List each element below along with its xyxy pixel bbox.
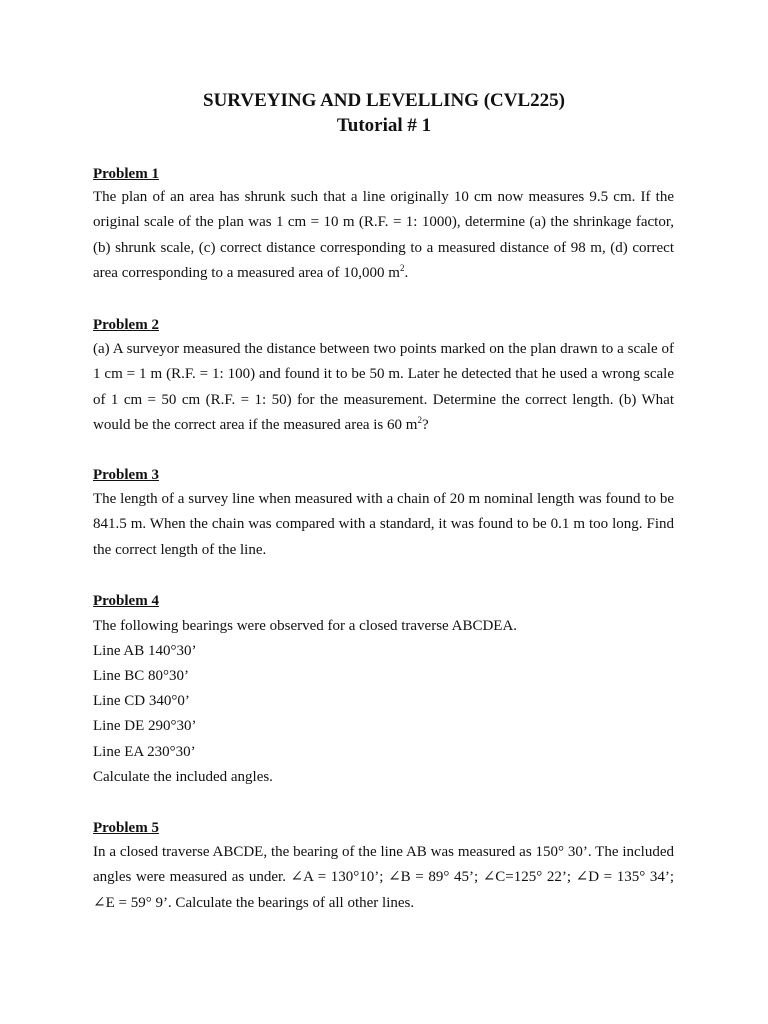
problem-4-closing: Calculate the included angles. — [93, 769, 273, 785]
problem-2-superscript: 2 — [417, 414, 422, 425]
problem-1-superscript: 2 — [399, 262, 405, 273]
bearing-line-ab: Line AB 140°30’ — [93, 643, 197, 659]
bearing-line-ea: Line EA 230°30’ — [93, 744, 196, 760]
problem-1-heading: Problem 1 — [93, 166, 159, 182]
bearing-line-cd: Line CD 340°0’ — [93, 693, 190, 709]
bearing-line-bc: Line BC 80°30’ — [93, 668, 189, 684]
document-subtitle: Tutorial # 1 — [336, 115, 432, 136]
problem-2-end: ? — [421, 416, 429, 433]
problem-3-heading: Problem 3 — [93, 467, 159, 483]
bearing-line-de: Line DE 290°30’ — [93, 718, 197, 734]
problem-1-end: . — [404, 264, 409, 281]
problem-5-text: In a closed traverse ABCDE, the bearing of the line AB was measured as 150° 30’. The included angles were measured as under. ∠A = 130°10’; ∠B = 89° 45’; ∠C=125° 22’; ∠D = 135° 34’; ∠E = 59° 9’. Calculate the bearings of all other lines. — [93, 844, 674, 911]
problem-2-heading: Problem 2 — [93, 317, 159, 333]
problem-4-intro: The following bearings were observed for a closed traverse ABCDEA. — [93, 618, 518, 634]
document-title: SURVEYING AND LEVELLING (CVL225) — [203, 90, 565, 111]
problem-2-text — [93, 337, 674, 438]
problem-1-text — [93, 185, 674, 286]
problem-4-heading: Problem 4 — [93, 593, 159, 609]
problem-2-body: (a) A surveyor measured the distance between two points marked on the plan drawn to a scale of 1 cm = 1 m (R.F. = 1: 100) and found it to be 50 m. Later he detected that he used a wrong scale of 1 cm = 50 cm (R.F. = 1: 50) for the measurement. Determine the correct length. (b) What would be the correct area if the measured area is 60 m — [93, 341, 674, 433]
problem-3-text: The length of a survey line when measured with a chain of 20 m nominal length was found to be 841.5 m. When the chain was compared with a standard, it was found to be 0.1 m too long. Find the correct length of the line. — [93, 491, 674, 558]
problem-1-body: The plan of an area has shrunk such that a line originally 10 cm now measures 9.5 cm. If the original scale of the plan was 1 cm = 10 m (R.F. = 1: 1000), determine (a) the shrinkage factor, (b) shrunk scale, (c) correct distance corresponding to a measured distance of 98 m, (d) correct area corresponding to a measured area of 10,000 m — [93, 189, 674, 281]
problem-5-heading: Problem 5 — [93, 820, 159, 836]
